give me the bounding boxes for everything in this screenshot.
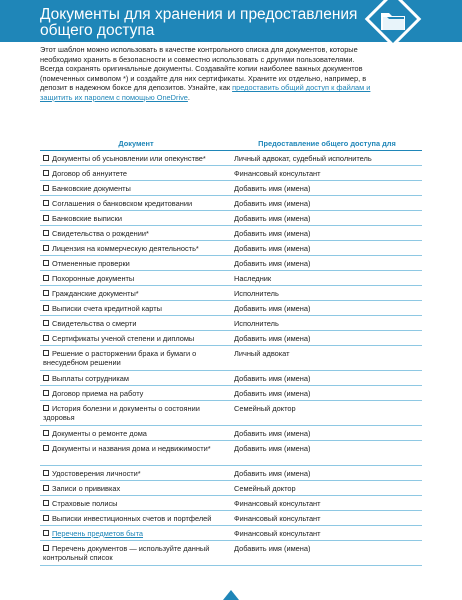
table-row: [40, 226, 422, 241]
document-cell: [40, 166, 230, 180]
share-cell: Наследник: [234, 273, 272, 283]
share-cell: Добавить имя (имена): [234, 468, 311, 478]
document-cell: [40, 226, 230, 240]
document-cell: [40, 541, 230, 565]
document-label: Сертификаты ученой степени и дипломы: [52, 333, 195, 343]
share-cell: Финансовый консультант: [234, 498, 321, 508]
table-row: [40, 441, 422, 466]
checkbox[interactable]: [43, 545, 49, 551]
document-cell: [40, 181, 230, 195]
table-row: [40, 426, 422, 441]
checkbox[interactable]: [43, 515, 49, 521]
header-document: Документ: [118, 139, 154, 148]
table-row: [40, 401, 422, 426]
table-row: [40, 301, 422, 316]
checkbox[interactable]: [43, 390, 49, 396]
table-row: [40, 256, 422, 271]
document-label: Удостоверения личности*: [52, 468, 141, 478]
table-row: [40, 496, 422, 511]
checkbox[interactable]: [43, 530, 49, 536]
share-cell: Исполнитель: [234, 318, 279, 328]
share-cell: Добавить имя (имена): [234, 258, 311, 268]
document-cell: [40, 211, 230, 225]
share-cell: Добавить имя (имена): [234, 183, 311, 193]
table-row: [40, 181, 422, 196]
table-row: [40, 541, 422, 566]
share-cell: Добавить имя (имена): [234, 198, 311, 208]
document-label: Гражданские документы*: [52, 288, 139, 298]
checkbox[interactable]: [43, 170, 49, 176]
document-cell: [40, 256, 230, 270]
checkbox[interactable]: [43, 485, 49, 491]
document-label: Договор об аннуитете: [52, 168, 128, 178]
document-cell: [40, 316, 230, 330]
checkbox[interactable]: [43, 215, 49, 221]
document-label: Выписки счета кредитной карты: [52, 303, 162, 313]
checkbox[interactable]: [43, 350, 49, 356]
onedrive-share-link[interactable]: предоставить общий доступ к файлам и защитить их паролем с помощью OneDrive: [40, 83, 371, 102]
document-cell: [40, 196, 230, 210]
document-label: Решение о расторжении брака и бумаги о внесудебном решении: [43, 348, 197, 368]
document-label: Записи о прививках: [52, 483, 121, 493]
share-cell: Добавить имя (имена): [234, 443, 311, 453]
document-cell: [40, 271, 230, 285]
table-header: [40, 137, 422, 151]
share-cell: Добавить имя (имена): [234, 333, 311, 343]
document-cell: [40, 301, 230, 315]
document-cell: [40, 511, 230, 525]
header-share: Предоставление общего доступа для: [258, 139, 396, 148]
document-cell: [40, 426, 230, 440]
checkbox[interactable]: [43, 470, 49, 476]
document-cell: [40, 401, 230, 425]
document-label[interactable]: Перечень предметов быта: [52, 528, 144, 538]
document-label: Свидетельства о смерти: [52, 318, 137, 328]
share-cell: Добавить имя (имена): [234, 373, 311, 383]
document-cell: [40, 371, 230, 385]
table-row: [40, 211, 422, 226]
checkbox[interactable]: [43, 335, 49, 341]
table-row: [40, 331, 422, 346]
checkbox[interactable]: [43, 320, 49, 326]
share-cell: Личный адвокат, судебный исполнитель: [234, 153, 372, 163]
table-row: [40, 371, 422, 386]
checkbox[interactable]: [43, 445, 49, 451]
share-cell: Личный адвокат: [234, 348, 290, 358]
share-cell: Финансовый консультант: [234, 168, 321, 178]
page-title: Документы для хранения и предоставления общего доступа: [40, 6, 358, 39]
table-row: [40, 526, 422, 541]
checkbox[interactable]: [43, 405, 49, 411]
document-cell: [40, 151, 230, 165]
document-label: Выплаты сотрудникам: [52, 373, 129, 383]
document-cell: [40, 286, 230, 300]
checkbox[interactable]: [43, 155, 49, 161]
document-label: Перечень документов — используйте данный контрольный список: [43, 543, 210, 563]
document-label: Выписки инвестиционных счетов и портфелей: [52, 513, 212, 523]
table-row: [40, 271, 422, 286]
table-row: [40, 346, 422, 371]
table-row: [40, 466, 422, 481]
checkbox[interactable]: [43, 500, 49, 506]
document-label: Страховые полисы: [52, 498, 118, 508]
share-cell: Добавить имя (имена): [234, 388, 311, 398]
intro-end: .: [187, 92, 190, 102]
share-cell: Добавить имя (имена): [234, 543, 311, 553]
document-label: Соглашения о банковском кредитовании: [52, 198, 193, 208]
document-cell: [40, 441, 230, 465]
intro-paragraph: [40, 45, 380, 103]
document-cell: [40, 526, 230, 540]
table-row: [40, 151, 422, 166]
share-cell: Исполнитель: [234, 288, 279, 298]
share-cell: Финансовый консультант: [234, 513, 321, 523]
checkbox[interactable]: [43, 290, 49, 296]
document-label: Банковские документы: [52, 183, 131, 193]
table-row: [40, 286, 422, 301]
table-row: [40, 481, 422, 496]
page-marker: [223, 590, 239, 600]
checkbox[interactable]: [43, 245, 49, 251]
document-cell: [40, 331, 230, 345]
document-label: Документы и названия дома и недвижимости*: [52, 443, 211, 453]
document-cell: [40, 241, 230, 255]
checkbox[interactable]: [43, 375, 49, 381]
checkbox[interactable]: [43, 185, 49, 191]
checkbox[interactable]: [43, 430, 49, 436]
share-cell: Семейный доктор: [234, 403, 296, 413]
document-label: Лицензия на коммерческую деятельность*: [52, 243, 199, 253]
document-label: Документы о ремонте дома: [52, 428, 147, 438]
document-cell: [40, 466, 230, 480]
intro-text: Этот шаблон можно использовать в качестве контрольного списка для документов, которые необходимо хранить в безопасности и совместно использовать с другими пользователями. Всегда сохранять оригинальные документы. Создавайте копии наиболее важных документов (помеченных символом *) и создайте для них сертификаты. Храните их отдельно, например, в депозит в надежном боксе для депозитов. Узнайте, как: [40, 45, 367, 93]
document-label: История болезни и документы о состоянии здоровья: [43, 403, 200, 423]
table-row: [40, 316, 422, 331]
share-cell: Добавить имя (имена): [234, 213, 311, 223]
table-row: [40, 241, 422, 256]
document-label: Банковские выписки: [52, 213, 122, 223]
document-label: Свидетельства о рождении*: [52, 228, 149, 238]
table-row: [40, 196, 422, 211]
checkbox[interactable]: [43, 275, 49, 281]
table-row: [40, 166, 422, 181]
checkbox[interactable]: [43, 260, 49, 266]
share-cell: Добавить имя (имена): [234, 228, 311, 238]
checkbox[interactable]: [43, 230, 49, 236]
table-row: [40, 511, 422, 526]
checkbox[interactable]: [43, 200, 49, 206]
document-label: Отмененные проверки: [52, 258, 130, 268]
document-cell: [40, 346, 230, 370]
document-cell: [40, 386, 230, 400]
document-label: Документы об усыновлении или опекунстве*: [52, 153, 206, 163]
document-label: Похоронные документы: [52, 273, 135, 283]
checkbox[interactable]: [43, 305, 49, 311]
share-cell: Добавить имя (имена): [234, 243, 311, 253]
share-cell: Добавить имя (имена): [234, 303, 311, 313]
share-cell: Семейный доктор: [234, 483, 296, 493]
document-cell: [40, 481, 230, 495]
share-cell: Добавить имя (имена): [234, 428, 311, 438]
document-cell: [40, 496, 230, 510]
documents-table: [40, 137, 422, 566]
table-row: [40, 386, 422, 401]
share-cell: Финансовый консультант: [234, 528, 321, 538]
document-label: Договор приема на работу: [52, 388, 144, 398]
